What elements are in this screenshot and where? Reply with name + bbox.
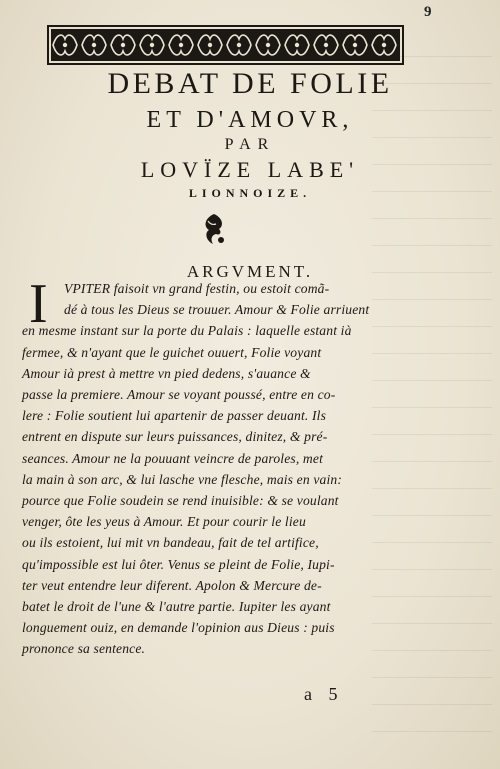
page-number: 9 (424, 4, 432, 20)
text-line: en mesme instant sur la porte du Palais : laquelle estant ià (22, 323, 352, 339)
text-line: pource que Folie soudein se rend inuisible: & se voulant (22, 493, 339, 508)
text-line: Amour ià prest à mettre vn pied dedens, s'auance & (22, 365, 311, 381)
author-origin: LIONNOIZE. (188, 186, 312, 200)
text-line: lere : Folie soutient lui apartenir de passer deuant. Ils (22, 408, 327, 424)
text-line: ter veut entendre leur diferent. Apolon & Mercure de- (22, 577, 322, 593)
text-line: VPITER faisoit vn grand festin, ou estoit comã- (64, 281, 330, 296)
text-line: la main à son arc, & lui lasche vne flesche, mais en vain: (22, 471, 343, 487)
title-line-3: PAR (224, 136, 276, 153)
author-name: LOVÏZE LABE' (140, 157, 360, 182)
text-line: qu'impossible est lui ôter. Venus se pleint de Folie, Iupi- (22, 556, 335, 572)
text-line: passe la premiere. Amour se voyant poussé, entre en co- (22, 387, 336, 402)
text-line: entrent en dispute sur leurs puissances, dinitez, & pré- (22, 429, 328, 445)
text-line: venger, ôte les yeus à Amour. Et pour courir le lieu (22, 514, 306, 530)
title-line-1: DEBAT DE FOLIE (107, 67, 393, 100)
text-line: fermee, & n'ayant que le guichet ouuert, Folie voyant (22, 344, 322, 360)
text-line: dé à tous les Dieus se trouuer. Amour & Folie arriuent (64, 302, 370, 318)
text-line: prononce sa sentence. (22, 641, 146, 657)
drop-cap: I (29, 273, 48, 335)
signature-mark: a 5 (304, 684, 344, 704)
text-line: seances. Amour ne la pouuant veincre de paroles, met (22, 450, 324, 466)
text-line: batet le droit de l'une & l'autre partie. Iupiter les ayant (22, 599, 331, 614)
title-line-2: ET D'AMOVR, (146, 107, 354, 133)
section-heading: ARGVMENT. (186, 262, 314, 281)
text-line: longuement ouiz, en demande l'opinion aus Dieus : puis (22, 620, 335, 636)
fleuron-icon (199, 212, 229, 246)
ornament-band-icon (47, 25, 404, 65)
text-line: ou ils estoient, lui mit vn bandeau, fait de tel artifice, (22, 535, 319, 551)
